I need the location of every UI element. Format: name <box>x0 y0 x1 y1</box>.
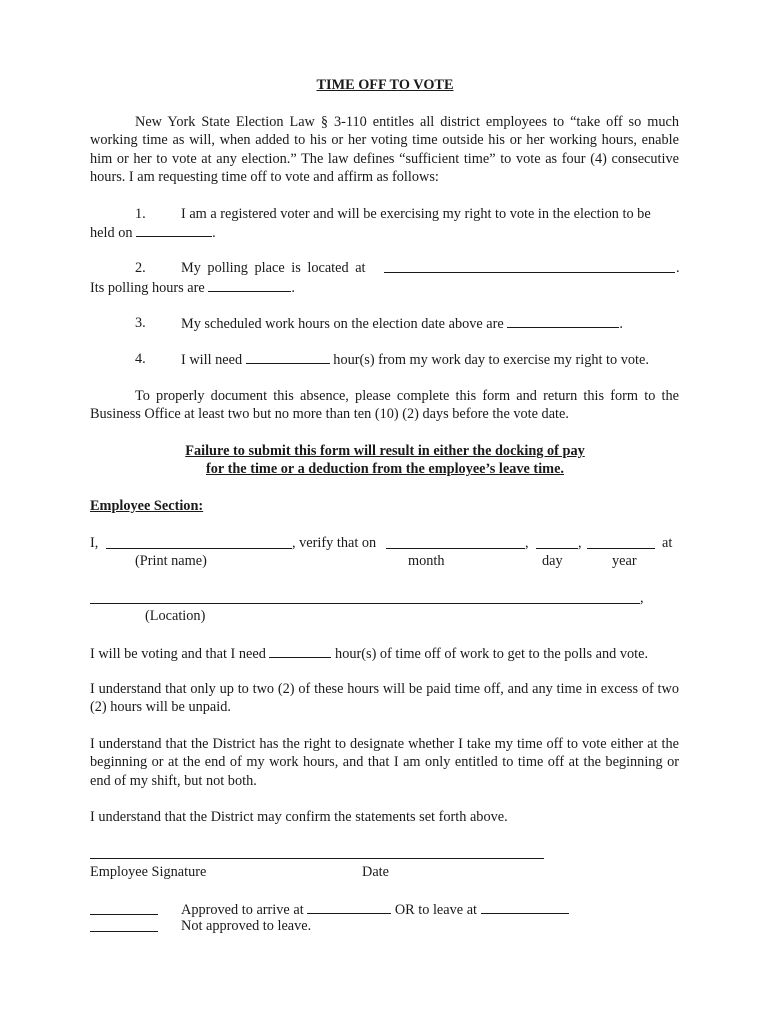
leave-time-field[interactable] <box>481 900 569 914</box>
hours-line-text-b: hour(s) of time off of work to get to the polls and vote. <box>335 646 649 662</box>
item-1-period: . <box>212 225 216 241</box>
document-note: To properly document this absence, please complete this form and return this form to the Business Office at least two but no more than ten (10) (2) days before the vote date. <box>90 388 679 423</box>
item-2-continuation <box>90 278 295 297</box>
item-4-text-b: hour(s) from my work day to exercise my right to vote. <box>333 352 649 368</box>
not-approved-text: Not approved to leave. <box>181 918 312 934</box>
approved-checkbox-line[interactable] <box>90 914 158 915</box>
item-4-line <box>181 350 649 369</box>
not-approved-checkbox-line[interactable] <box>90 931 158 932</box>
item-2-number: 2. <box>135 260 146 276</box>
item-1-continuation <box>90 223 216 242</box>
approved-text-a: Approved to arrive at <box>181 902 304 918</box>
item-1-text: I am a registered voter and will be exercising my right to vote in the election to be <box>181 206 651 222</box>
confirm-note: I understand that the District may confirm the statements set forth above. <box>90 809 508 825</box>
month-field[interactable] <box>386 548 525 549</box>
item-1-number: 1. <box>135 206 146 222</box>
approved-text-b: OR to leave at <box>394 902 478 918</box>
form-title: TIME OFF TO VOTE <box>316 77 454 93</box>
year-field[interactable] <box>587 548 655 549</box>
location-comma: , <box>640 590 644 606</box>
year-caption: year <box>612 553 637 569</box>
month-caption: month <box>408 553 445 569</box>
election-date-field[interactable] <box>136 223 212 237</box>
item-2-period: . <box>676 260 680 276</box>
warning-line-1: Failure to submit this form will result in either the docking of pay <box>185 443 585 459</box>
item-3-text: My scheduled work hours on the election date above are <box>181 316 504 332</box>
designate-note: I understand that the District has the right to designate whether I take my time off to vote either at the beginning or at the end of my work hours, and that I am only entitled to time off at the beginning or end of my shift, but not both. <box>90 736 679 789</box>
verify-prefix: I, <box>90 535 99 551</box>
polling-hours-field[interactable] <box>208 278 291 292</box>
employee-section-heading: Employee Section: <box>90 498 204 514</box>
day-field[interactable] <box>536 548 578 549</box>
polling-place-field[interactable] <box>384 272 675 273</box>
item-4-number: 4. <box>135 351 146 367</box>
item-2-text: My polling place is located at <box>181 260 366 276</box>
item-3-number: 3. <box>135 315 146 331</box>
polling-hours-label: Its polling hours are <box>90 280 205 296</box>
signature-line[interactable] <box>90 858 544 859</box>
item-2-end: . <box>291 280 295 296</box>
warning-line-2: for the time or a deduction from the employee’s leave time. <box>206 461 564 477</box>
hours-needed-field[interactable] <box>246 350 330 364</box>
date-label: Date <box>362 864 389 880</box>
item-4-text-a: I will need <box>181 352 243 368</box>
print-name-field[interactable] <box>106 548 292 549</box>
print-name-caption: (Print name) <box>135 553 207 569</box>
paid-time-note: I understand that only up to two (2) of these hours will be paid time off, and any time in excess of two (2) hours will be unpaid. <box>90 681 679 716</box>
hours-line <box>90 644 648 663</box>
verify-comma-2: , <box>578 535 582 551</box>
day-caption: day <box>542 553 563 569</box>
verify-comma-1: , <box>525 535 529 551</box>
verify-text: , verify that on <box>292 535 377 551</box>
hours-off-field[interactable] <box>269 644 331 658</box>
arrive-time-field[interactable] <box>307 900 391 914</box>
location-caption: (Location) <box>145 608 206 624</box>
item-3-line <box>181 314 623 333</box>
location-field[interactable] <box>90 603 640 604</box>
verify-at: at <box>662 535 673 551</box>
signature-label: Employee Signature <box>90 864 207 880</box>
intro-paragraph: New York State Election Law § 3-110 entitles all district employees to “take off so much working time as will, when added to his or her voting time outside his or her working hours, enable him or her to vote at any election.” The law defines “sufficient time” to vote as four (4) consecutive hours. I am requesting time off to vote and affirm as follows: <box>90 114 679 186</box>
work-hours-field[interactable] <box>507 314 619 328</box>
item-1-held-on: held on <box>90 225 133 241</box>
item-3-period: . <box>619 316 623 332</box>
hours-line-text-a: I will be voting and that I need <box>90 646 266 662</box>
